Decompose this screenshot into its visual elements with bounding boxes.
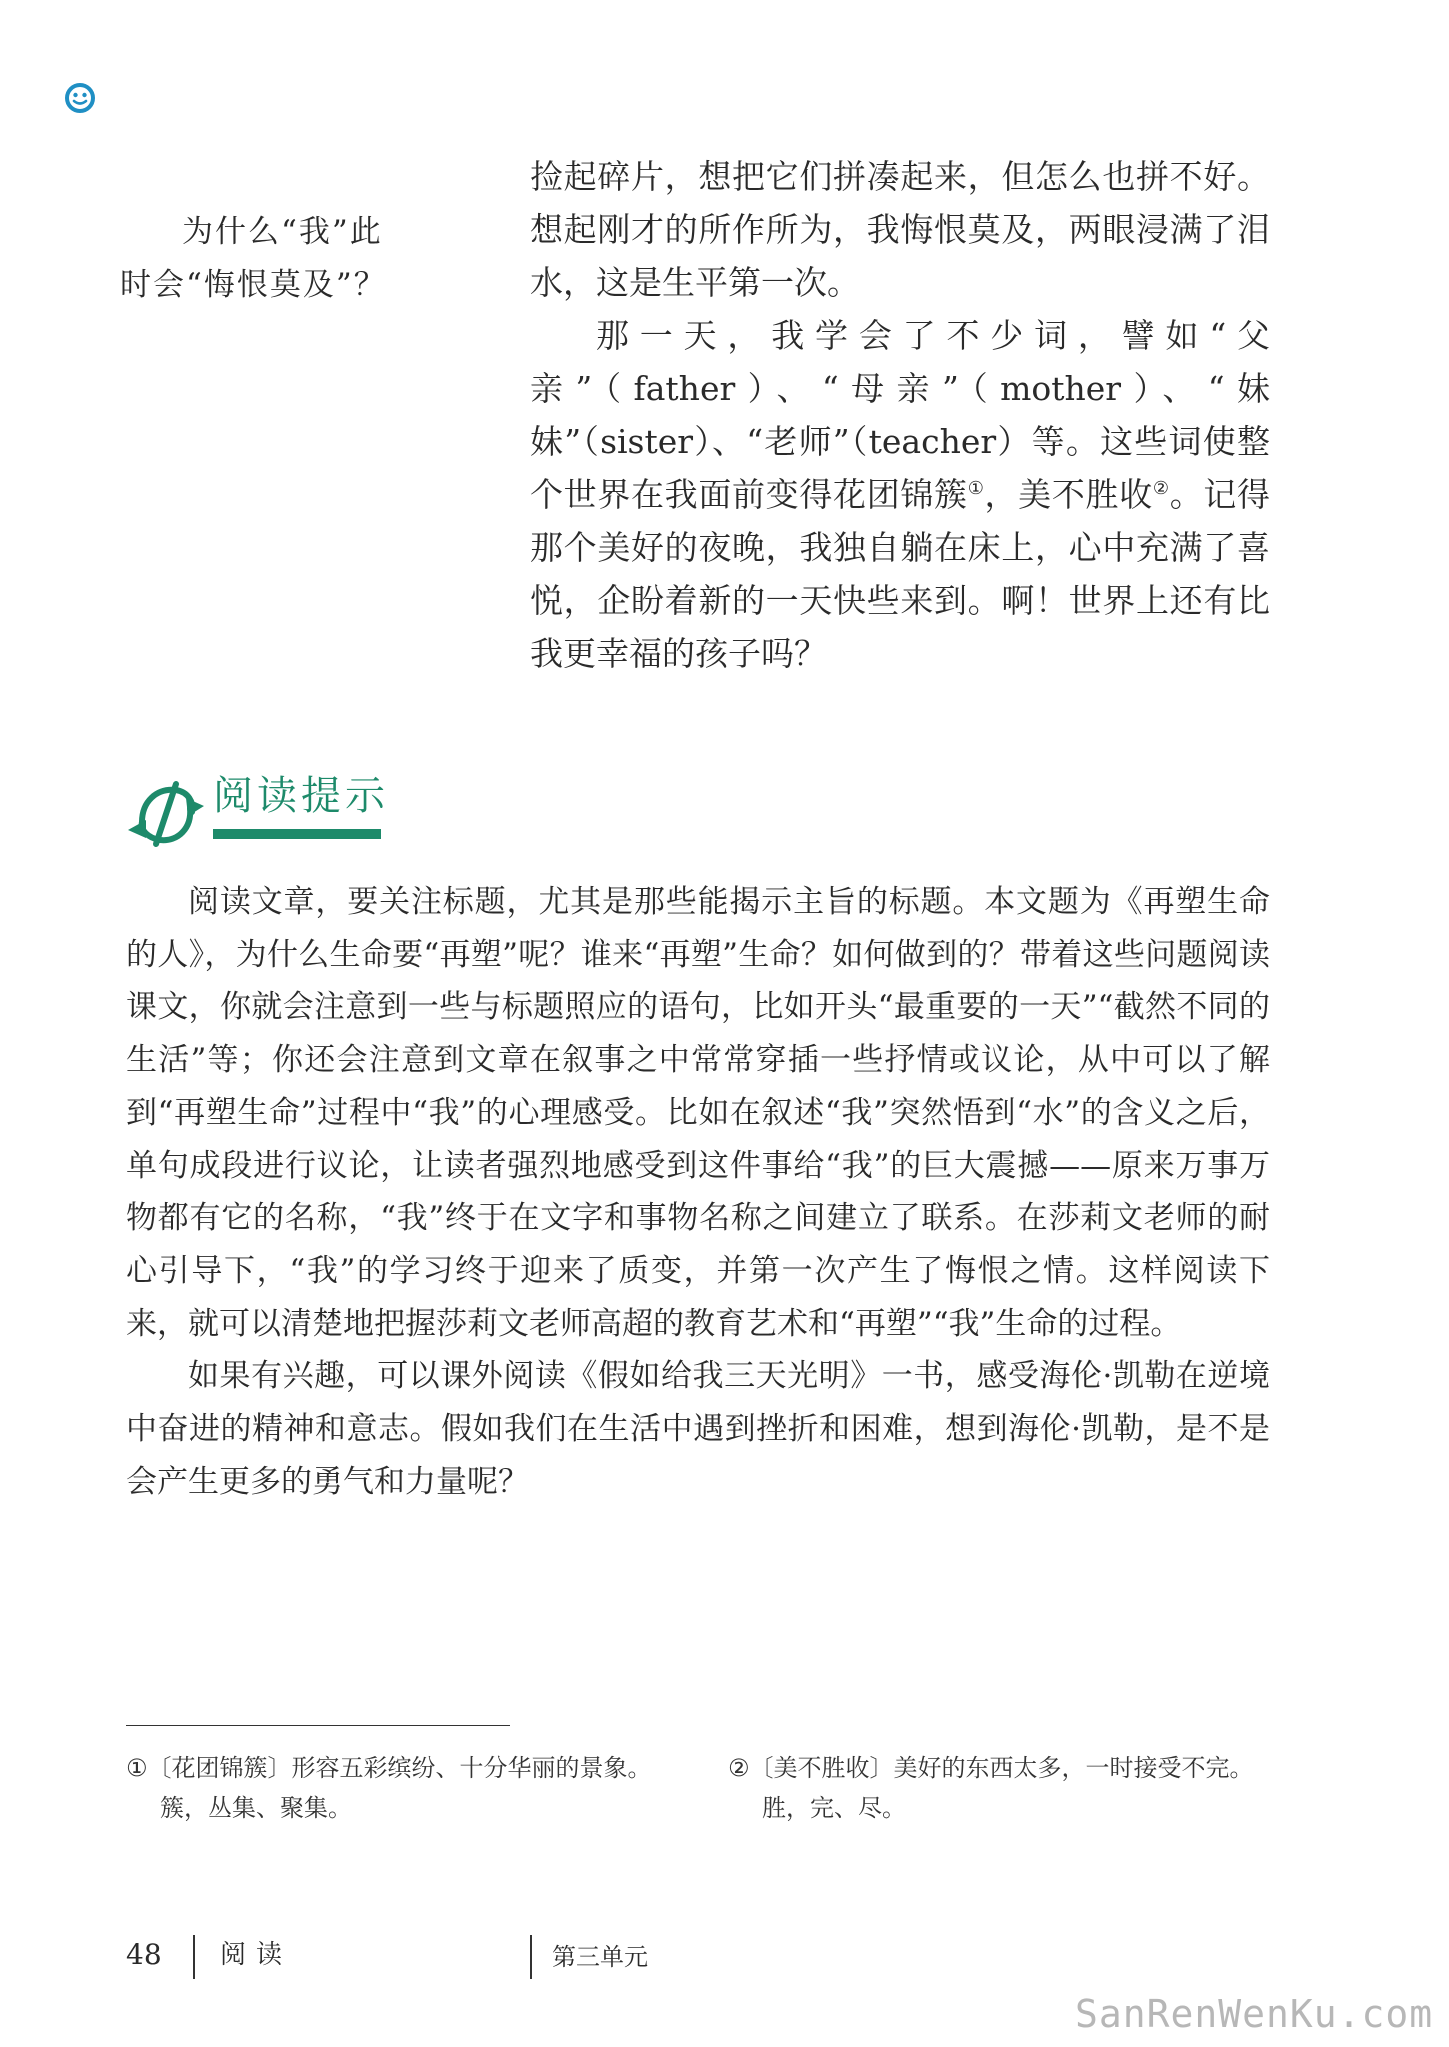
footer-section-label: 阅读 [220, 1940, 293, 1970]
section-title-underline [213, 829, 381, 839]
footnote-2-line-1: ②〔美不胜收〕美好的东西太多，一时接受不完。 [728, 1754, 1254, 1782]
story-text [530, 150, 1270, 680]
footnote-mark-2[interactable]: ② [1152, 478, 1170, 499]
watermark: SanRenWenKu.com [1075, 1992, 1434, 2036]
footnote-2 [728, 1748, 1288, 1828]
smiley-icon [64, 82, 96, 114]
footnote-divider [126, 1725, 510, 1726]
side-note [120, 206, 455, 312]
footer-divider-2 [530, 1935, 532, 1979]
page-number: 48 [126, 1938, 162, 1971]
story-paragraph-2 [530, 309, 1270, 680]
footnote-2-line-2: 胜，完、尽。 [762, 1794, 906, 1822]
story-paragraph-2-part-c: 。记得那个美好的夜晚，我独自躺在床上，心中充满了喜悦，企盼着新的一天快些来到。啊！世界上还有比我更幸福的孩子吗？ [530, 475, 1271, 673]
reading-tip-icon [126, 778, 206, 850]
section-title: 阅读提示 [213, 773, 389, 819]
side-note-line-1: 为什么“我”此 [182, 214, 383, 250]
story-paragraph-1: 捡起碎片，想把它们拼凑起来，但怎么也拼不好。想起刚才的所作所为，我悔恨莫及，两眼浸满了泪水，这是生平第一次。 [530, 157, 1270, 302]
footnote-mark-1[interactable]: ① [967, 478, 985, 499]
side-note-line-2: 时会“悔恨莫及”？ [120, 267, 387, 303]
tips-paragraph-2: 如果有兴趣，可以课外阅读《假如给我三天光明》一书，感受海伦·凯勒在逆境中奋进的精神和意志。假如我们在生活中遇到挫折和困难，想到海伦·凯勒，是不是会产生更多的勇气和力量呢？ [126, 1358, 1270, 1500]
reading-tips-text [126, 876, 1270, 1508]
footer-unit-label: 第三单元 [552, 1943, 648, 1971]
footer-divider-1 [193, 1935, 195, 1979]
story-paragraph-2-part-a: 那一天，我学会了不少词，譬如“父亲”（father）、“母亲”（mother）、“妹妹”（sister）、“老师”（teacher）等。这些词使整个世界在我面前变得花团锦簇 [530, 316, 1270, 514]
footnote-1-line-1: ①〔花团锦簇〕形容五彩缤纷、十分华丽的景象。 [126, 1754, 652, 1782]
footnote-1-line-2: 簇，丛集、聚集。 [160, 1794, 352, 1822]
footnote-1 [126, 1748, 726, 1828]
story-paragraph-2-part-b: ，美不胜收 [984, 475, 1153, 514]
tips-paragraph-1: 阅读文章，要关注标题，尤其是那些能揭示主旨的标题。本文题为《再塑生命的人》，为什么生命要“再塑”呢？谁来“再塑”生命？如何做到的？带着这些问题阅读课文，你就会注意到一些与标题照应的语句，比如开头“最重要的一天”“截然不同的生活”等；你还会注意到文章在叙事之中常常穿插一些抒情或议论，从中可以了解到“再塑生命”过程中“我”的心理感受。比如在叙述“我”突然悟到“水”的含义之后，单句成段进行议论，让读者强烈地感受到这件事给“我”的巨大震撼——原来万事万物都有它的名称，“我”终于在文字和事物名称之间建立了联系。在莎莉文老师的耐心引导下，“我”的学习终于迎来了质变，并第一次产生了悔恨之情。这样阅读下来，就可以清楚地把握莎莉文老师高超的教育艺术和“再塑”“我”生命的过程。 [126, 884, 1270, 1342]
